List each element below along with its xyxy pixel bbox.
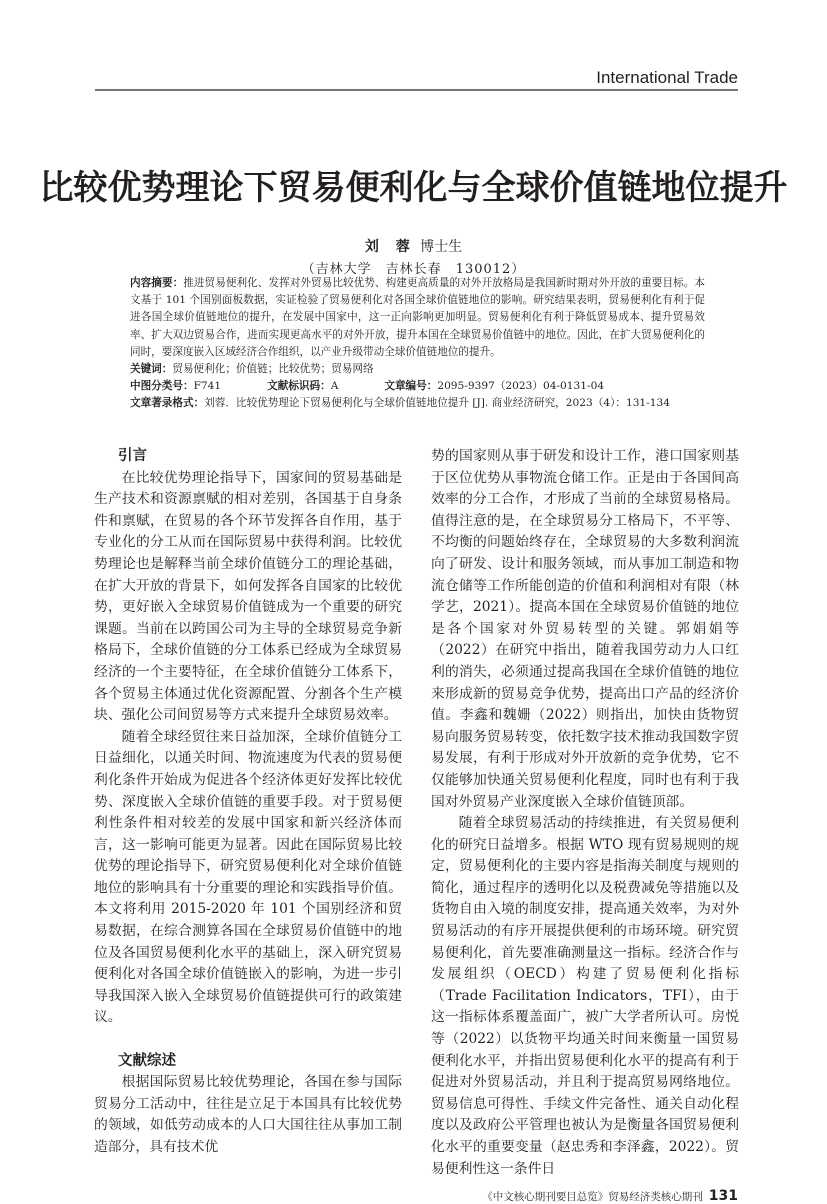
abstract [130,275,705,361]
right-column [431,446,739,1180]
article-title: 比较优势理论下贸易便利化与全球价值链地位提升 [39,168,788,208]
page-number: 131 [708,1188,738,1204]
article-label: 文章编号： [384,380,438,393]
paragraph: 势的国家则从事于研发和设计工作，港口国家则基于区位优势从事物流仓储工作。正是由于各国间高效率的分工合作，才形成了当前的全球贸易格局。值得注意的是，在全球贸易分工格局下，不平等、不均衡的问题始终存在，全球贸易的大多数利润流向了研发、设计和服务领域，而从事加工制造和物流仓储等工作所能创造的价值和利润相对有限（林学艺，2021）。提高本国在全球贸易价值链的地位是各个国家对外贸易转型的关键。郭娟娟等（2022）在研究中指出，随着我国劳动力人口红利的消失，必须通过提高我国在全球价值链的地位来形成新的贸易竞争优势，提高出口产品的经济价值。李鑫和魏姗（2022）则指出，加快由货物贸易向服务贸易转变，依托数字技术推动我国数字贸易发展，有利于形成对外开放新的竞争优势，它不仅能够加快通关贸易便利化程度，同时也有利于我国对外贸易产业深度嵌入全球价值链顶部。 [431,448,739,810]
author-affiliation: （吉林大学 吉林长春 130012） [301,262,526,277]
citation-label: 文章著录格式： [130,397,205,410]
author-name: 刘 蓉 [364,239,416,255]
author-line [0,236,827,256]
doc-label: 文献标识码： [267,380,331,393]
keywords [130,361,705,378]
header-rule [95,89,738,91]
article-number [384,380,604,392]
keywords-text: 贸易便利化；价值链；比较优势；贸易网络 [172,363,374,376]
keywords-label: 关键词： [130,363,173,376]
author-degree: 博士生 [420,239,463,255]
section-gap [94,1029,402,1051]
doc-value: A [330,380,339,393]
section-heading-literature: 文献综述 [118,1052,176,1069]
abstract-text: 推进贸易便利化、发挥对外贸易比较优势、构建更高质量的对外开放格局是我国新时期对外开放的重要目标。本文基于 101 个国别面板数据，实证检验了贸易便利化对各国全球价值链地位的影响。研究结果表明，贸易便利化有利于促进各国全球价值链地位的提升，在发展中国家中，这一正向影响更加明显。贸易便利化有利于降低贸易成本、提升贸易效率、扩大双边贸易合作，进而实现更高水平的对外开放，提升本国在全球贸易价值链中的地位。因此，在扩大贸易便利化的同时，要深度嵌入区域经济合作组织，以产业升级带动全球价值链地位的提升。 [130,277,705,358]
paragraph: 在比较优势理论指导下，国家间的贸易基础是生产技术和资源禀赋的相对差别，各国基于自身条件和禀赋，在贸易的各个环节发挥各自作用，基于专业化的分工从而在国际贸易中获得利润。比较优势理论也是解释当前全球价值链分工的理论基础，在扩大开放的背景下，如何发挥各自国家的比较优势，更好嵌入全球贸易价值链成为一个重要的研究课题。当前在以跨国公司为主导的全球贸易竞争新格局下，全球价值链的分工体系已经成为全球贸易经济的一个主要特征，在全球价值链分工体系下，各个贸易主体通过优化资源配置、分割各个生产模块、强化公司间贸易等方式来提升全球贸易效率。 [94,469,402,724]
section-heading-intro: 引言 [118,448,147,464]
page-footer [482,1188,738,1204]
abstract-block [130,275,705,413]
citation [130,395,705,412]
footer-journal: 《中文核心期刊要目总览》贸易经济类核心期刊 [482,1191,703,1203]
left-column [94,446,402,1159]
citation-text: 刘蓉．比较优势理论下贸易便利化与全球价值链地位提升 [J]. 商业经济研究，2023（4）：131-134 [204,397,670,410]
classification-line [130,378,705,395]
paragraph: 根据国际贸易比较优势理论，各国在参与国际贸易分工活动中，往往是立足于本国具有比较优势的领域，如低劳动成本的人口大国往往从事加工制造部分，具有技术优 [94,1074,402,1155]
clc-value: F741 [193,380,222,393]
abstract-label: 内容摘要： [130,277,184,289]
paragraph: 随着全球经贸往来日益加深，全球价值链分工日益细化，以通关时间、物流速度为代表的贸易便利化条件开始成为促进各个经济体更好发挥比较优势、深度嵌入全球价值链的重要手段。对于贸易便利性条件相对较差的发展中国家和新兴经济体而言，这一影响可能更为显著。因此在国际贸易比较优势的理论指导下，研究贸易便利化对全球价值链地位的影响具有十分重要的理论和实践指导价值。本文将利用 2015-2020 年 101 个国别经济和贸易数据，在综合测算各国在全球贸易价值链中的地位及各国贸易便利化水平的基础上，深入研究贸易便利化对各国全球价值链嵌入的影响，为进一步引导我国深入嵌入全球贸易价值链提供可行的政策建议。 [94,728,402,1026]
article-value: 2095-9397（2023）04-0131-04 [437,380,605,393]
doc-code [267,380,338,392]
paragraph: 随着全球贸易活动的持续推进，有关贸易便利化的研究日益增多。根据 WTO 现有贸易规则的规定，贸易便利化的主要内容是指海关制度与规则的简化，通过程序的透明化以及税费减免等措施以及货物自由入境的制度安排，提高通关效率，为对外贸易活动的有序开展提供便利的市场环境。研究贸易便利化，首先要准确测量这一指标。经济合作与发展组织（OECD）构建了贸易便利化指标（Trade Facilitation Indicators，TFI），由于这一指标体系覆盖面广，被广大学者所认可。房悦等（2022）以货物平均通关时间来衡量一国贸易便利化水平，并指出贸易便利化水平的提高有利于促进对外贸易活动，并且利于提高贸易网络地位。贸易信息可得性、手续文件完备性、通关自动化程度以及政府公平管理也被认为是衡量各国贸易便利化水平的重要变量（赵忠秀和李泽鑫，2022）。贸易便利性这一条件日 [431,815,739,1177]
clc [130,380,221,392]
running-header: International Trade [596,68,738,87]
clc-label: 中图分类号： [130,380,194,393]
